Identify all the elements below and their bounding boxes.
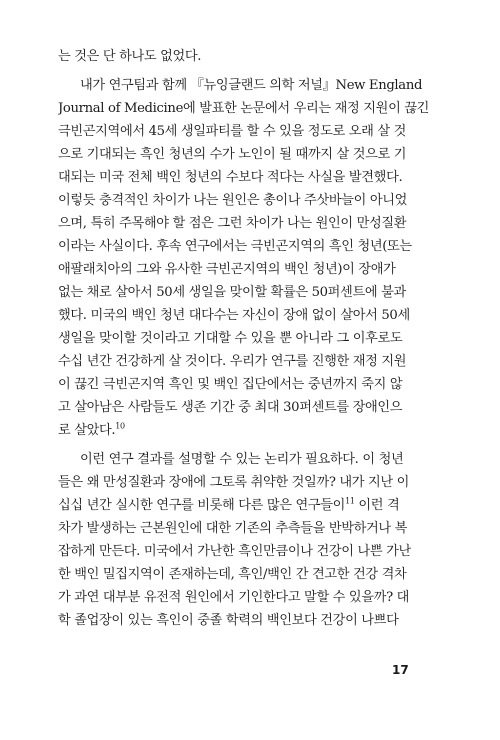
- text-line: 이 끊긴 극빈곤지역 흑인 및 백인 집단에서는 중년까지 죽지 않: [58, 377, 403, 392]
- text-line: 으로 기대되는 흑인 청년의 수가 노인이 될 때까지 살 것으로 기: [58, 147, 407, 162]
- paragraph-first-line: 이런 연구 결과를 설명할 수 있는 논리가 필요하다. 이 청년: [80, 452, 404, 467]
- text-line: Journal of Medicine에 발표한 논문에서 우리는 재정 지원이 끊긴: [58, 101, 430, 116]
- text-line: 수십 년간 건강하게 살 것이다. 우리가 연구를 진행한 재정 지원: [58, 354, 407, 369]
- text-line: 한 백인 밀집지역이 존재하는데, 흑인/백인 간 견고한 건강 격차: [58, 567, 407, 582]
- text-line-with-footnote: [58, 421, 438, 441]
- footnote-marker-11: 11: [345, 496, 355, 506]
- text-line: 대되는 미국 전체 백인 청년의 수보다 적다는 사실을 발견했다.: [58, 170, 403, 185]
- text-line: 십십 년간 실시한 연구를 비롯해 다른 많은 연구들이: [58, 498, 346, 513]
- footnote-marker-10: 10: [115, 421, 125, 431]
- text-line: 이라는 사실이다. 후속 연구에서는 극빈곤지역의 흑인 청년(또는: [58, 239, 412, 254]
- page-number: 17: [392, 663, 409, 677]
- text-line: 극빈곤지역에서 45세 생일파티를 할 수 있을 정도로 오래 살 것: [58, 124, 406, 139]
- text-line: 차가 발생하는 근본원인에 대한 기존의 추측들을 반박하거나 복: [58, 521, 408, 536]
- text-line: 로 살았다.: [58, 423, 116, 438]
- text-line: 들은 왜 만성질환과 장애에 그토록 취약한 것일까? 내가 지난 이: [58, 475, 410, 490]
- text-line-with-footnote: [58, 496, 438, 516]
- text-line: 는 것은 단 하나도 없었다.: [58, 49, 202, 64]
- text-line: 애팔래치아의 그와 유사한 극빈곤지역의 백인 청년)이 장애가: [58, 262, 396, 277]
- text-line: 잡하게 만든다. 미국에서 가난한 흑인만큼이나 건강이 나쁜 가난: [58, 544, 411, 559]
- text-line: 했다. 미국의 백인 청년 대다수는 자신이 장애 없이 살아서 50세: [58, 308, 410, 323]
- text-line: 이렇듯 충격적인 차이가 나는 원인은 총이나 주삿바늘이 아니었: [58, 193, 408, 208]
- paragraph-first-line: 내가 연구팀과 함께 『뉴잉글랜드 의학 저널』New England: [80, 78, 423, 93]
- text-line: 학 졸업장이 있는 흑인이 중졸 학력의 백인보다 건강이 나쁘다: [58, 613, 399, 628]
- text-line: 가 과연 대부분 유전적 원인에서 기인한다고 말할 수 있을까? 대: [58, 590, 410, 605]
- text-line: 생일을 맞이할 것이라고 기대할 수 있을 뿐 아니라 그 이후로도: [58, 331, 403, 346]
- text-line: 없는 채로 살아서 50세 생일을 맞이할 확률은 50퍼센트에 불과: [58, 285, 406, 300]
- text-line: 으며, 특히 주목해야 할 점은 그런 차이가 나는 원인이 만성질환: [58, 216, 407, 231]
- text-line-tail: 이런 격: [354, 498, 400, 513]
- text-line: 고 살아남은 사람들도 생존 기간 중 최대 30퍼센트를 장애인으: [58, 400, 403, 415]
